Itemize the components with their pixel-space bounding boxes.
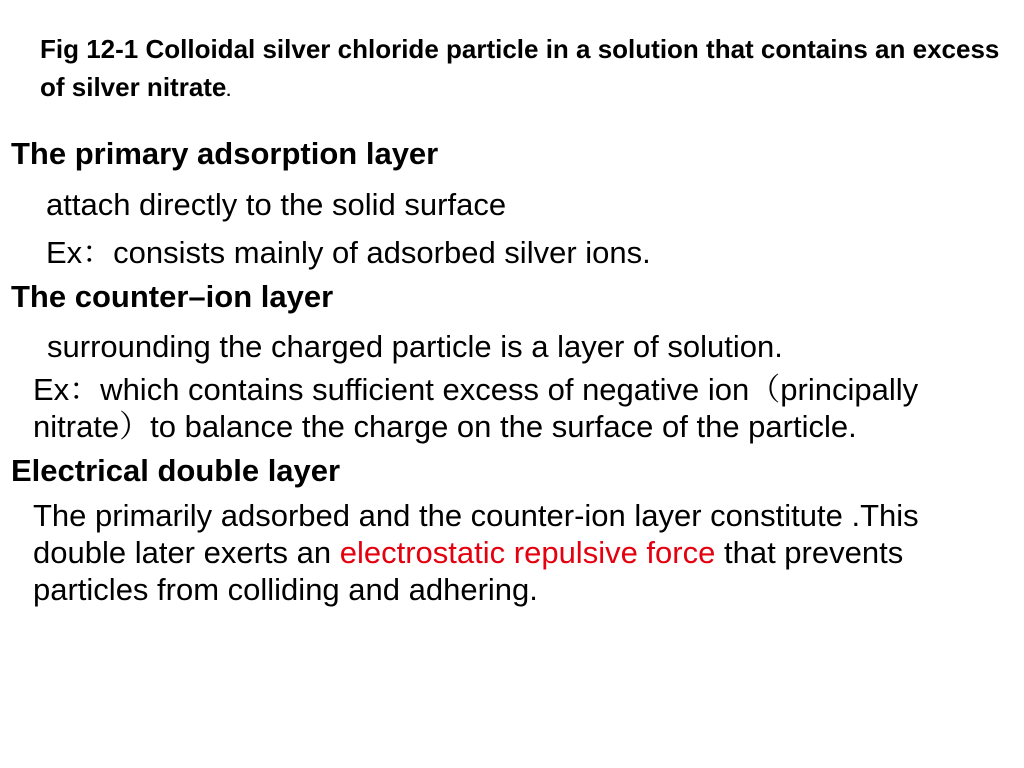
slide-body — [11, 134, 1001, 608]
counter-layer-description: surrounding the charged particle is a layer of solution. — [47, 329, 783, 364]
counter-layer-description-block — [11, 328, 857, 365]
heading-counter-ion-layer: The counter–ion layer — [11, 279, 334, 314]
double-layer-text-after: that prevents particles from colliding and adhering. — [33, 535, 904, 607]
counter-layer-example-block — [11, 371, 983, 445]
figure-caption — [40, 30, 1000, 111]
primary-layer-example: Ex：consists mainly of adsorbed silver ions. — [46, 235, 651, 270]
heading-electrical-double-layer: Electrical double layer — [11, 453, 341, 488]
figure-caption-text: Fig 12-1 Colloidal silver chloride particle in a solution that contains an excess of silver nitrate — [40, 34, 1000, 102]
counter-layer-example: Ex：which contains sufficient excess of negative ion（principally nitrate）to balance the charge on the surface of the particle. — [33, 372, 919, 444]
electrostatic-repulsive-force-highlight: electrostatic repulsive force — [339, 535, 716, 570]
heading-primary-adsorption-layer: The primary adsorption layer — [11, 136, 439, 171]
figure-caption-period: . — [226, 83, 231, 100]
double-layer-description — [11, 497, 978, 608]
double-layer-text-before: The primarily adsorbed and the counter-ion layer constitute .This double later exerts an — [33, 498, 919, 570]
primary-layer-description: attach directly to the solid surface — [46, 187, 507, 222]
